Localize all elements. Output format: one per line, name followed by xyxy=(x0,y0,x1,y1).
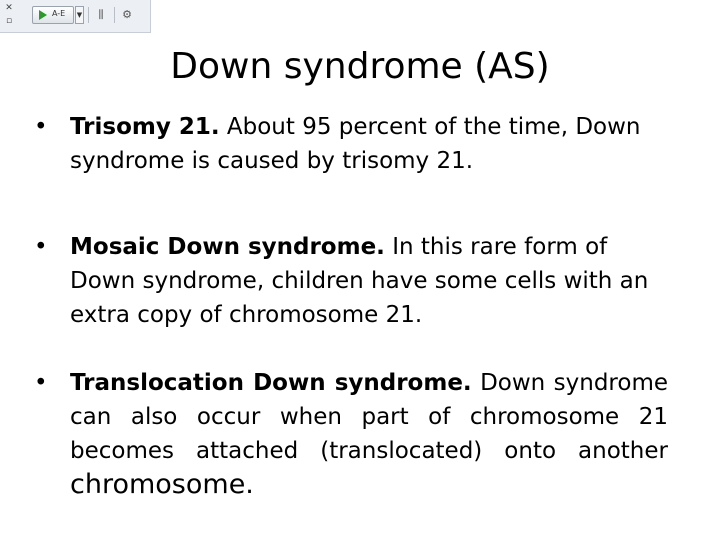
close-icon[interactable]: ✕ xyxy=(5,3,13,13)
bullet-marker: • xyxy=(34,370,48,396)
bullet-marker: • xyxy=(34,234,48,260)
bullet-text: Down syndrome can also occur when part of chromosome 21 becomes attached (translocated) onto another xyxy=(70,370,668,464)
bullet-list xyxy=(34,110,668,503)
settings-icon[interactable]: ⚙ xyxy=(122,8,132,21)
presentation-toolbar xyxy=(0,0,151,33)
bullet-term: Trisomy 21. xyxy=(70,114,220,140)
bullet-item xyxy=(34,230,668,332)
bullet-text: In this rare form of Down syndrome, children have some cells with an extra copy of chromosome 21. xyxy=(70,234,649,328)
play-button[interactable] xyxy=(32,6,74,24)
bullet-text: About 95 percent of the time, Down syndrome is caused by trisomy 21. xyxy=(70,114,641,174)
bullet-item xyxy=(34,366,668,503)
dropdown-icon[interactable]: ▼ xyxy=(75,6,84,24)
maximize-icon[interactable]: ▫ xyxy=(5,16,13,26)
play-icon xyxy=(39,10,47,20)
slide-title: Down syndrome (AS) xyxy=(170,46,550,87)
toolbar-divider xyxy=(88,7,89,23)
bullet-text-end: chromosome. xyxy=(70,469,254,500)
toolbar-divider xyxy=(114,7,115,23)
bullet-term: Translocation Down syndrome. xyxy=(70,370,472,396)
bullet-term: Mosaic Down syndrome. xyxy=(70,234,385,260)
bullet-marker: • xyxy=(34,114,48,140)
play-label: A-E xyxy=(52,9,66,18)
bullet-item xyxy=(34,110,668,178)
columns-icon[interactable]: ⫼ xyxy=(98,8,104,21)
